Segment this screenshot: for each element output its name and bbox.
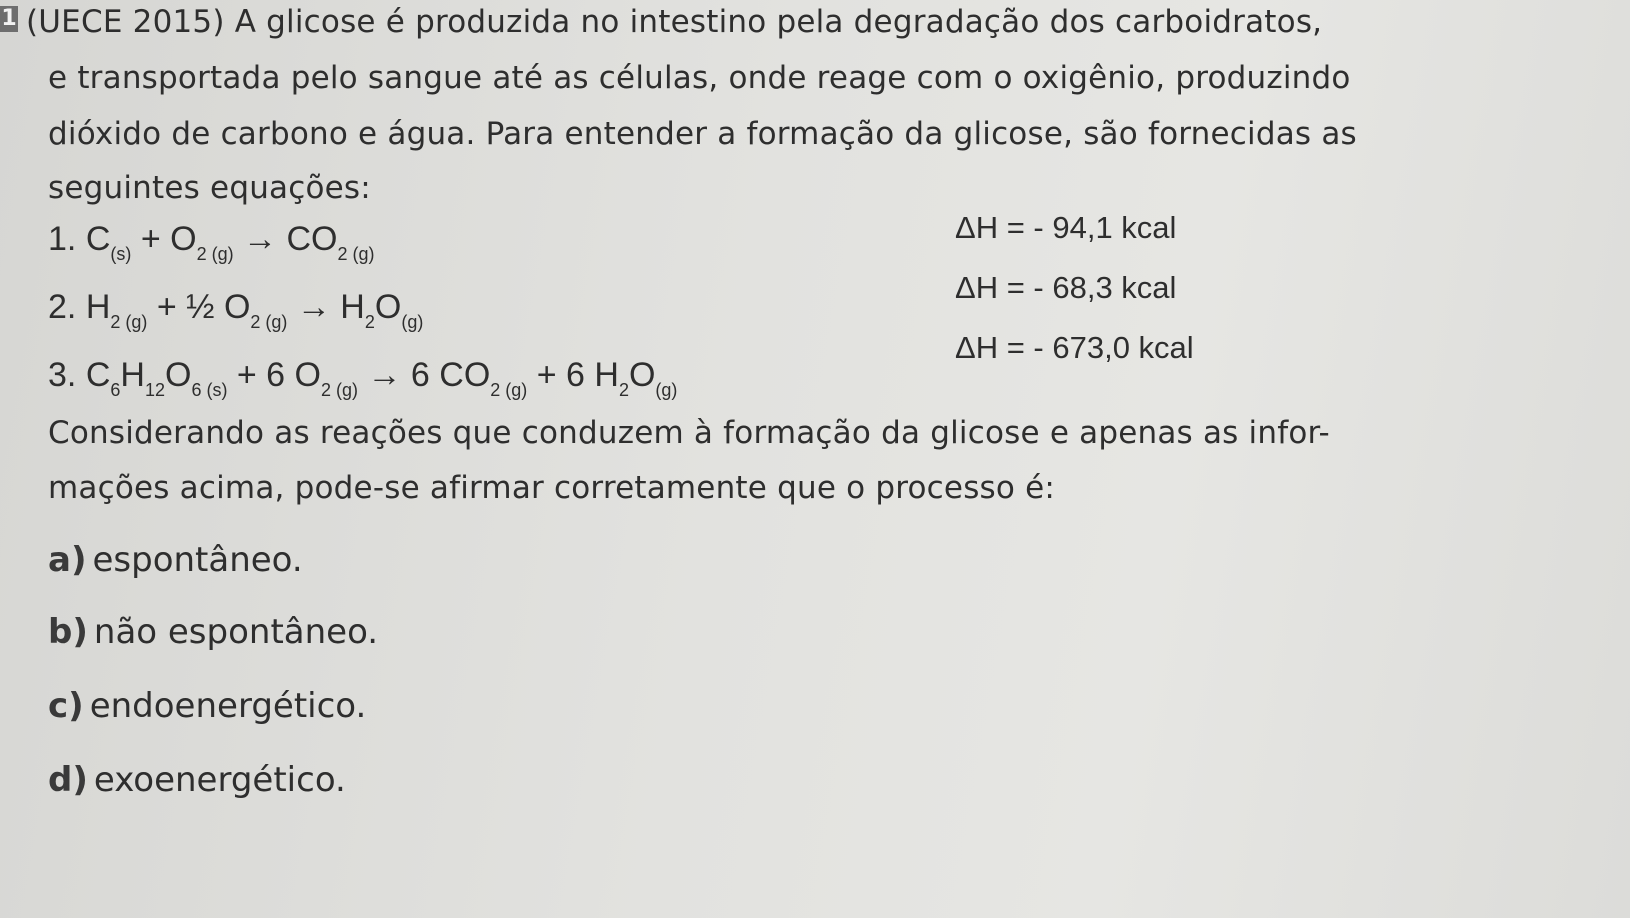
option-b-letter: b) bbox=[48, 612, 88, 652]
equation-3-term: + 6 H bbox=[527, 356, 619, 394]
equation-2-subscript: 2 (g) bbox=[250, 312, 288, 332]
equation-1-term: C bbox=[85, 220, 111, 258]
statement-line-2: e transportada pelo sangue até as células, onde reage com o oxigênio, produzindo bbox=[48, 60, 1351, 96]
option-c-letter: c) bbox=[48, 686, 84, 726]
equation-2-subscript: 2 (g) bbox=[110, 312, 148, 332]
enthalpy-2: ΔH = - 68,3 kcal bbox=[955, 270, 1177, 305]
equation-1-label: 1. bbox=[48, 220, 77, 258]
option-a-letter: a) bbox=[48, 540, 87, 580]
equation-2-term: O bbox=[374, 288, 402, 326]
equation-2-term: → H bbox=[287, 288, 365, 326]
equation-3-subscript: 2 (g) bbox=[490, 380, 528, 400]
equation-3-subscript: 12 bbox=[144, 380, 165, 400]
equation-3-term: H bbox=[120, 356, 145, 394]
equation-3-subscript: 6 (s) bbox=[191, 380, 228, 400]
statement-line-3: dióxido de carbono e água. Para entender a formação da glicose, são fornecidas as bbox=[48, 116, 1357, 152]
equation-3-label: 3. bbox=[48, 356, 77, 394]
option-a-text: espontâneo. bbox=[92, 540, 303, 580]
equation-3 bbox=[48, 356, 677, 401]
consider-line-2: mações acima, pode-se afirmar corretamente que o processo é: bbox=[48, 470, 1056, 506]
equation-3-subscript: 2 (g) bbox=[321, 380, 359, 400]
equation-1-subscript: 2 (g) bbox=[196, 244, 234, 264]
option-c-text: endoenergético. bbox=[89, 686, 367, 726]
equation-3-term: → 6 CO bbox=[358, 356, 491, 394]
option-c[interactable] bbox=[48, 686, 366, 726]
equation-3-subscript: 2 bbox=[618, 380, 629, 400]
equation-3-term: O bbox=[628, 356, 656, 394]
equation-2 bbox=[48, 288, 423, 333]
equation-2-term: + ½ O bbox=[147, 288, 251, 326]
option-d-letter: d) bbox=[48, 760, 88, 800]
equation-3-subscript: 6 bbox=[110, 380, 121, 400]
equation-3-term: C bbox=[85, 356, 111, 394]
enthalpy-3: ΔH = - 673,0 kcal bbox=[955, 330, 1194, 365]
equation-1-term: → CO bbox=[233, 220, 338, 258]
question-number-badge: 1 bbox=[1, 6, 17, 31]
equation-2-subscript: (g) bbox=[401, 312, 424, 332]
enthalpy-1: ΔH = - 94,1 kcal bbox=[955, 210, 1177, 245]
option-d-text: exoenergético. bbox=[93, 760, 346, 800]
statement-line-4: seguintes equações: bbox=[48, 170, 371, 206]
equation-3-term: + 6 O bbox=[227, 356, 321, 394]
statement-line-1: (UECE 2015) A glicose é produzida no intestino pela degradação dos carboidratos, bbox=[26, 4, 1323, 40]
option-d[interactable] bbox=[48, 760, 346, 800]
option-a[interactable] bbox=[48, 540, 303, 580]
equation-3-term: O bbox=[164, 356, 192, 394]
equation-1-subscript: 2 (g) bbox=[337, 244, 375, 264]
equation-2-subscript: 2 bbox=[364, 312, 375, 332]
equation-2-label: 2. bbox=[48, 288, 77, 326]
option-b-text: não espontâneo. bbox=[93, 612, 379, 652]
equation-1 bbox=[48, 220, 375, 265]
equation-3-subscript: (g) bbox=[655, 380, 678, 400]
option-b[interactable] bbox=[48, 612, 378, 652]
equation-1-term: + O bbox=[131, 220, 197, 258]
equation-1-subscript: (s) bbox=[110, 244, 132, 264]
equation-2-term: H bbox=[85, 288, 111, 326]
consider-line-1: Considerando as reações que conduzem à formação da glicose e apenas as infor- bbox=[48, 415, 1330, 451]
